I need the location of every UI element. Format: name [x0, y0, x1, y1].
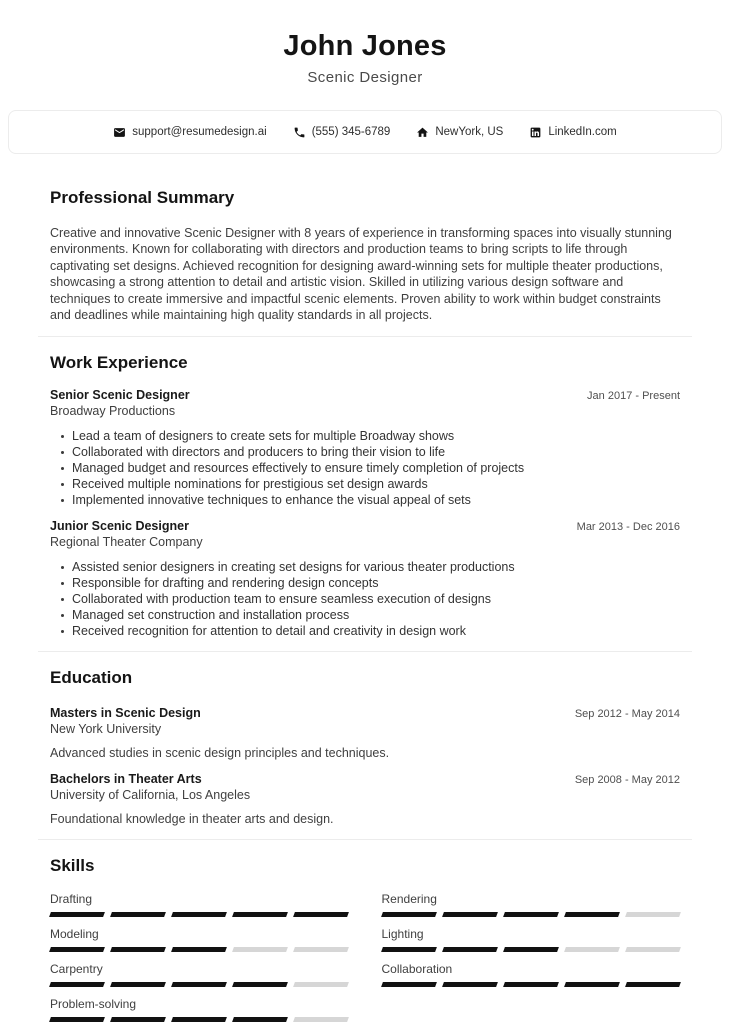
skill-bar-segment — [110, 947, 166, 952]
skill-bar-segment — [442, 982, 498, 987]
skill-bar-segment — [49, 982, 105, 987]
section-heading-skills: Skills — [50, 855, 95, 875]
home-icon — [416, 126, 429, 139]
skill-bar-segment — [110, 912, 166, 917]
degree-description: Advanced studies in scenic design principles and techniques. — [50, 745, 390, 760]
skill-label: Lighting — [381, 926, 424, 941]
skill-label: Problem-solving — [50, 996, 137, 1011]
skill-bar-segment — [503, 947, 559, 952]
skill-bar-segment — [564, 947, 620, 952]
skill-item — [50, 892, 349, 917]
contact-phone-text: (555) 345-6789 — [311, 126, 391, 139]
job-bullet: Collaborated with directors and producers to bring their vision to life — [50, 444, 680, 460]
contact-bar — [8, 110, 722, 154]
contact-email[interactable] — [113, 126, 266, 139]
skill-bar-segment — [49, 1017, 105, 1022]
skill-bar-segment — [625, 982, 681, 987]
skill-bar-segment — [381, 982, 437, 987]
job-bullet: Managed set construction and installation process — [50, 607, 680, 623]
job-bullet: Received multiple nominations for prestigious set design awards — [50, 476, 680, 492]
skill-bar-segment — [293, 1017, 349, 1022]
resume-header — [0, 0, 730, 86]
skill-level-bar — [382, 947, 681, 952]
contact-phone[interactable] — [293, 126, 391, 139]
skill-bar-segment — [293, 982, 349, 987]
skill-bar-segment — [503, 982, 559, 987]
contact-linkedin-text: LinkedIn.com — [548, 126, 617, 139]
skill-bar-segment — [171, 1017, 227, 1022]
skill-bar-segment — [171, 947, 227, 952]
job-dates: Jan 2017 - Present — [587, 390, 680, 403]
degree-entry — [50, 705, 680, 761]
degree-school: University of California, Los Angeles — [50, 787, 251, 802]
degree-entry-header — [50, 771, 680, 804]
skill-bar-segment — [381, 912, 437, 917]
degree-dates: Sep 2012 - May 2014 — [574, 707, 680, 720]
job-company: Broadway Productions — [50, 404, 176, 419]
job-bullet-list — [50, 559, 680, 639]
degree-entry-header — [50, 705, 680, 738]
skill-bar-segment — [232, 1017, 288, 1022]
contact-location — [416, 126, 503, 139]
skill-label: Carpentry — [50, 961, 103, 976]
job-bullet-list — [50, 428, 680, 508]
degree-dates: Sep 2008 - May 2012 — [574, 773, 680, 786]
skill-item — [50, 997, 349, 1022]
job-bullet: Collaborated with production team to ensure seamless execution of designs — [50, 591, 680, 607]
job-bullet: Received recognition for attention to detail and creativity in design work — [50, 623, 680, 639]
degree-title-block — [50, 771, 250, 804]
skill-item — [382, 892, 681, 917]
job-bullet: Responsible for drafting and rendering design concepts — [50, 575, 680, 591]
skill-bar-segment — [442, 912, 498, 917]
job-title-block — [50, 518, 203, 551]
skill-level-bar — [382, 982, 681, 987]
skill-item — [50, 962, 349, 987]
skill-bar-segment — [381, 947, 437, 952]
skill-bar-segment — [232, 912, 288, 917]
job-bullet: Lead a team of designers to create sets for multiple Broadway shows — [50, 428, 680, 444]
linkedin-icon — [529, 126, 542, 139]
degree-school: New York University — [50, 721, 162, 736]
job-entry — [50, 518, 680, 639]
skill-level-bar — [50, 982, 349, 987]
degree-entry — [50, 771, 680, 827]
skill-item — [50, 927, 349, 952]
phone-icon — [293, 126, 306, 139]
skill-bar-segment — [442, 947, 498, 952]
skill-bar-segment — [293, 912, 349, 917]
degree-title-block — [50, 705, 201, 738]
skill-label: Modeling — [50, 926, 99, 941]
skill-label: Collaboration — [381, 961, 453, 976]
envelope-icon — [113, 126, 126, 139]
skill-bar-segment — [625, 912, 681, 917]
skill-bar-segment — [564, 982, 620, 987]
skill-bar-segment — [49, 912, 105, 917]
skill-bar-segment — [110, 982, 166, 987]
job-title: Senior Scenic Designer — [50, 388, 190, 403]
skill-level-bar — [50, 1017, 349, 1022]
section-divider — [38, 839, 692, 840]
skill-label: Rendering — [381, 891, 437, 906]
skill-label: Drafting — [50, 891, 93, 906]
skill-bar-segment — [232, 947, 288, 952]
job-entry — [50, 387, 680, 508]
skills-grid — [50, 892, 680, 1032]
job-bullet: Assisted senior designers in creating set designs for various theater productions — [50, 559, 680, 575]
summary-paragraph: Creative and innovative Scenic Designer with 8 years of experience in transforming spaces into visually stunning environments. Known for collaborating with directors and production teams to bring scripts to life through captivating set designs. Achieved recognition for designing award-winning sets for multiple theater productions, showcasing a strong attention to detail and artistic vision. Skilled in utilizing various design software and techniques to create immersive and impactful scenic elements. Proven ability to work within budget constraints and deadlines while maintaining high quality standards in all projects. — [50, 225, 672, 323]
skill-bar-segment — [564, 912, 620, 917]
person-title: Scenic Designer — [307, 69, 423, 87]
job-bullet: Managed budget and resources effectively to ensure timely completion of projects — [50, 460, 680, 476]
contact-linkedin[interactable] — [529, 126, 616, 139]
degree-description: Foundational knowledge in theater arts and design. — [50, 811, 334, 826]
contact-email-text: support@resumedesign.ai — [132, 126, 267, 139]
skill-bar-segment — [171, 912, 227, 917]
job-bullet: Implemented innovative techniques to enhance the visual appeal of sets — [50, 492, 680, 508]
job-company: Regional Theater Company — [50, 535, 203, 550]
job-title-block — [50, 387, 190, 420]
job-title: Junior Scenic Designer — [50, 519, 189, 534]
skill-level-bar — [382, 912, 681, 917]
skill-bar-segment — [110, 1017, 166, 1022]
skill-bar-segment — [49, 947, 105, 952]
job-entry-header — [50, 387, 680, 420]
skill-bar-segment — [625, 947, 681, 952]
skill-bar-segment — [503, 912, 559, 917]
degree-title: Bachelors in Theater Arts — [50, 771, 202, 786]
skill-item — [382, 927, 681, 952]
contact-location-text: NewYork, US — [435, 126, 504, 139]
skill-bar-segment — [171, 982, 227, 987]
degree-title: Masters in Scenic Design — [50, 705, 201, 720]
job-dates: Mar 2013 - Dec 2016 — [576, 521, 680, 534]
skill-level-bar — [50, 912, 349, 917]
section-heading-education: Education — [50, 668, 133, 688]
section-divider — [38, 651, 692, 652]
resume-body — [0, 188, 730, 1032]
skill-bar-segment — [232, 982, 288, 987]
section-heading-experience: Work Experience — [50, 352, 188, 372]
section-divider — [38, 336, 692, 337]
skill-bar-segment — [293, 947, 349, 952]
section-heading-summary: Professional Summary — [50, 188, 235, 208]
skill-level-bar — [50, 947, 349, 952]
person-name: John Jones — [283, 30, 447, 62]
skill-item — [382, 962, 681, 987]
job-entry-header — [50, 518, 680, 551]
